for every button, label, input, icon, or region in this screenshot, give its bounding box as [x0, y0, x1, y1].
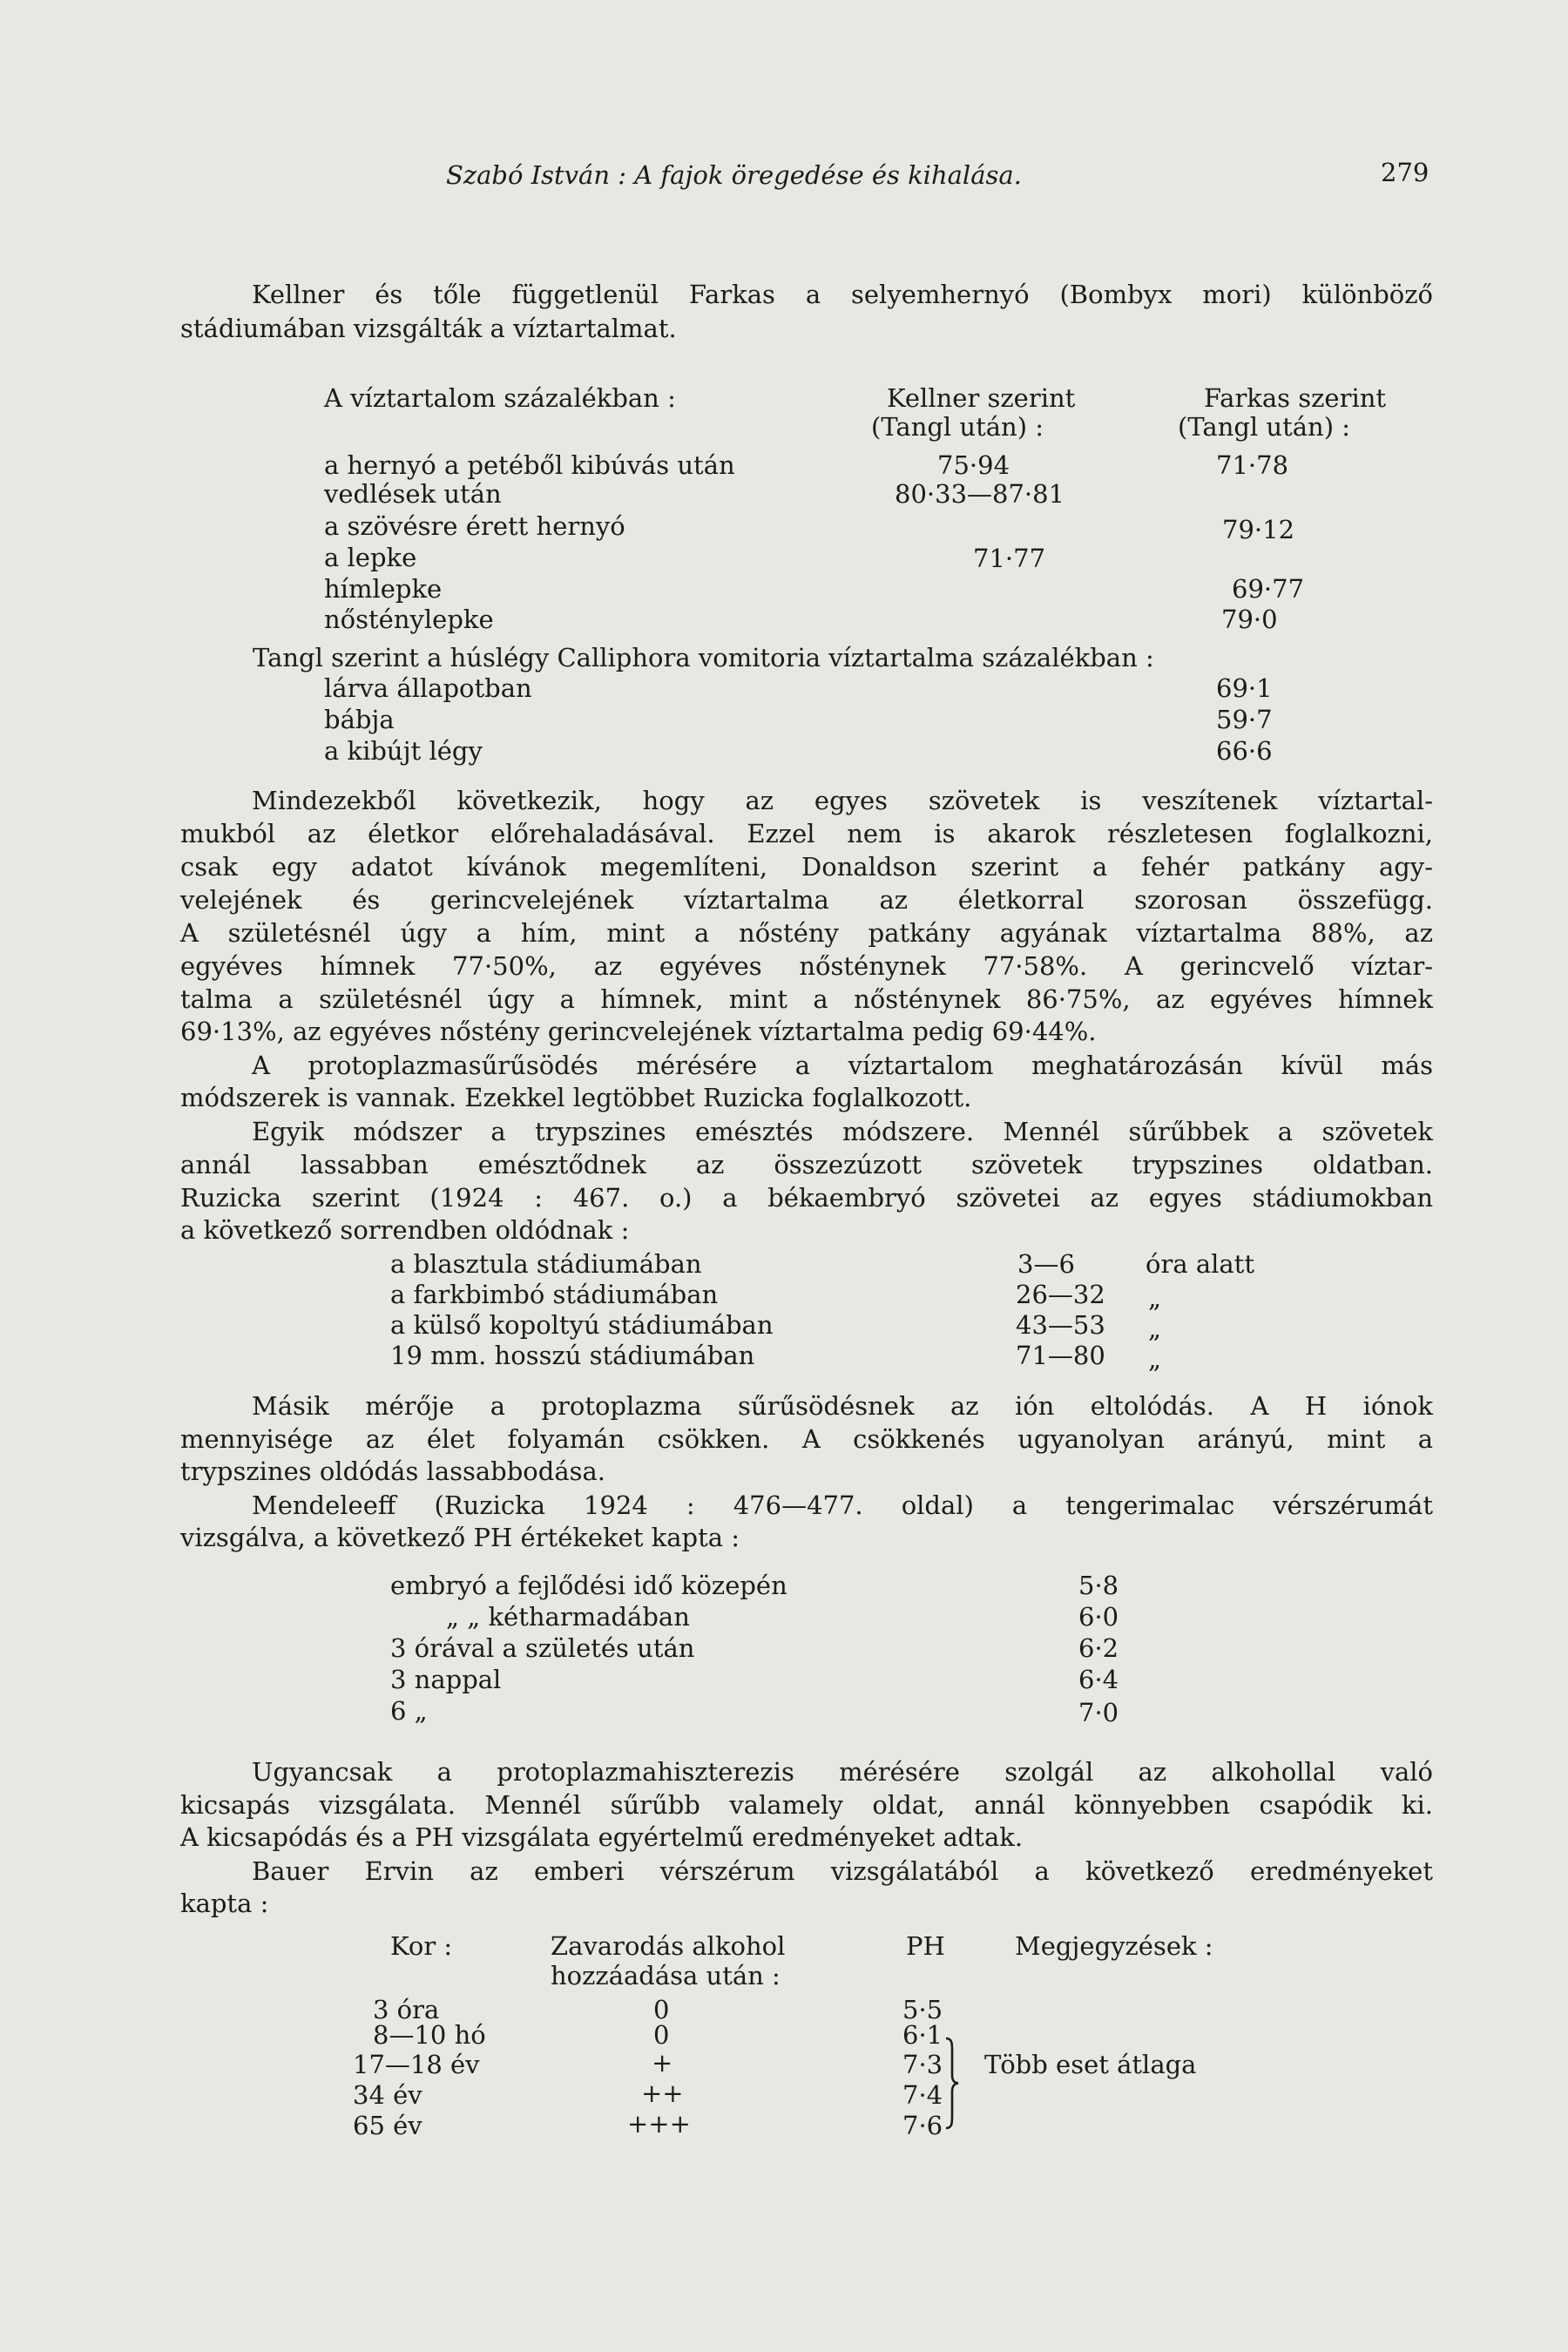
bauer-col-turbidity: Zavarodás alkohol [551, 1931, 786, 1961]
row-farkas: 79·0 [1221, 605, 1278, 634]
frog-row-range: 3—6 [1017, 1249, 1075, 1279]
text-line: egyéves hímnek 77·50%, az egyéves nősténynek 77·58%. A gerincvelő víztar- [180, 951, 1433, 981]
frog-row-unit: „ [1148, 1314, 1162, 1343]
text-line: A születésnél úgy a hím, mint a nőstény patkány agyának víztartalma 88%, az [180, 918, 1433, 948]
bauer-row-turbidity: 0 [653, 2020, 670, 2050]
text-line: mukból az életkor előrehaladásával. Ezzel nem is akarok részletesen foglalkozni, [180, 819, 1433, 848]
text-line: Ugyancsak a protoplazmahiszterezis mérésére szolgál az alkohollal való [252, 1757, 1433, 1787]
row-label: nősténylepke [324, 605, 494, 634]
bauer-row-age: 34 év [353, 2080, 422, 2110]
right-brace [943, 2037, 961, 2130]
frog-row-label: a külső kopoltyú stádiumában [390, 1310, 774, 1340]
water-table-col-label: A víztartalom százalékban : [324, 383, 676, 413]
bauer-row-age: 65 év [353, 2111, 422, 2140]
frog-row-range: 43—53 [1016, 1310, 1105, 1340]
running-title: Szabó István : A fajok öregedése és kihalása. [446, 160, 1022, 190]
bauer-row-ph: 6·1 [902, 2020, 943, 2050]
water-table-col-kellner: Kellner szerint [887, 383, 1076, 413]
text-line: annál lassabban emésztődnek az összezúzott szövetek trypszines oldatban. [180, 1150, 1433, 1179]
fly-intro: Tangl szerint a húslégy Calliphora vomitoria víztartalma százalékban : [253, 643, 1154, 672]
text-line: a következő sorrendben oldódnak : [180, 1215, 630, 1245]
ph-row-label: 6 „ [390, 1696, 428, 1726]
bauer-col-notes: Megjegyzések : [1015, 1931, 1213, 1961]
row-label: a szövésre érett hernyó [324, 511, 625, 541]
bauer-row-age: 17—18 év [353, 2050, 480, 2079]
ph-row-label: 3 órával a születés után [390, 1633, 695, 1663]
ph-row-value: 6·2 [1078, 1633, 1119, 1663]
fly-row-label: lárva állapotban [324, 673, 532, 703]
row-farkas: 69·77 [1232, 574, 1305, 604]
water-table-col-kellner-sub: (Tangl után) : [871, 412, 1044, 442]
fly-row-label: bábja [324, 705, 395, 734]
row-kellner: 75·94 [937, 450, 1010, 480]
ph-row-label: 3 nappal [390, 1665, 502, 1694]
text-line: csak egy adatot kívánok megemlíteni, Donaldson szerint a fehér patkány agy- [180, 852, 1433, 882]
bauer-row-turbidity: +++ [627, 2109, 691, 2139]
text-line: Mindezekből következik, hogy az egyes szövetek is veszítenek víztartal- [252, 786, 1433, 815]
bauer-row-age: 3 óra [373, 1995, 440, 2024]
ph-row-value: 7·0 [1078, 1698, 1119, 1727]
text-line: Mendeleeff (Ruzicka 1924 : 476—477. oldal) a tengerimalac vérszérumát [252, 1490, 1433, 1520]
ph-row-label: embryó a fejlődési idő közepén [390, 1571, 787, 1600]
text-line: trypszines oldódás lassabbodása. [180, 1456, 606, 1486]
frog-row-label: 19 mm. hosszú stádiumában [390, 1341, 755, 1370]
bauer-row-ph: 7·6 [902, 2111, 943, 2140]
row-label: hímlepke [324, 574, 443, 604]
text-line: Ruzicka szerint (1924 : 467. o.) a békaembryó szövetei az egyes stádiumokban [180, 1183, 1433, 1213]
text-line: Bauer Ervin az emberi vérszérum vizsgálatából a következő eredményeket [252, 1856, 1433, 1886]
text-line: kicsapás vizsgálata. Mennél sűrűbb valamely oldat, annál könnyebben csapódik ki. [180, 1790, 1433, 1820]
frog-row-label: a blasztula stádiumában [390, 1249, 702, 1279]
bauer-note: Több eset átlaga [984, 2050, 1197, 2079]
bauer-row-age: 8—10 hó [373, 2020, 486, 2050]
text-line: Másik mérője a protoplazma sűrűsödésnek az ión eltolódás. A H iónok [252, 1391, 1433, 1421]
text-line: módszerek is vannak. Ezekkel legtöbbet Ruzicka foglalkozott. [180, 1083, 972, 1112]
text-line: Egyik módszer a trypszines emésztés módszere. Mennél sűrűbbek a szövetek [252, 1117, 1433, 1146]
text-line: talma a születésnél úgy a hímnek, mint a nősténynek 86·75%, az egyéves hímnek [180, 984, 1433, 1014]
bauer-row-ph: 5·5 [902, 1995, 943, 2024]
row-kellner: 80·33—87·81 [895, 479, 1065, 509]
frog-row-range: 71—80 [1016, 1341, 1105, 1370]
bauer-col-age: Kor : [390, 1931, 453, 1961]
intro-line-2: stádiumában vizsgálták a víztartalmat. [180, 314, 677, 343]
water-table-col-farkas: Farkas szerint [1204, 383, 1387, 413]
bauer-row-ph: 7·3 [902, 2050, 943, 2079]
frog-row-range: 26—32 [1016, 1280, 1105, 1309]
water-table-col-farkas-sub: (Tangl után) : [1178, 412, 1351, 442]
row-farkas: 71·78 [1216, 450, 1289, 480]
text-line: kapta : [180, 1889, 269, 1918]
frog-row-unit: „ [1148, 1283, 1162, 1313]
text-line: vizsgálva, a következő PH értékeket kapta : [180, 1523, 740, 1552]
intro-line-1: Kellner és tőle függetlenül Farkas a selyemhernyó (Bombyx mori) különböző [252, 280, 1433, 309]
bauer-row-turbidity: + [652, 2048, 673, 2078]
text-line: A kicsapódás és a PH vizsgálata egyértelmű eredményeket adtak. [180, 1822, 1024, 1852]
row-label: a lepke [324, 543, 417, 572]
frog-row-unit: „ [1148, 1344, 1162, 1374]
frog-row-label: a farkbimbó stádiumában [390, 1280, 719, 1309]
text-line: velejének és gerincvelejének víztartalma az életkorral szorosan összefügg. [180, 885, 1433, 915]
fly-row-value: 69·1 [1216, 673, 1273, 703]
row-label: a hernyó a petéből kibúvás után [324, 450, 735, 480]
fly-row-value: 59·7 [1216, 705, 1273, 734]
text-line: A protoplazmasűrűsödés mérésére a víztartalom meghatározásán kívül más [252, 1051, 1433, 1080]
bauer-col-ph: PH [906, 1931, 945, 1961]
bauer-row-turbidity: ++ [641, 2078, 684, 2108]
text-line: 69·13%, az egyéves nőstény gerincvelejének víztartalma pedig 69·44%. [180, 1017, 1097, 1046]
row-farkas: 79·12 [1222, 515, 1295, 544]
bauer-row-turbidity: 0 [653, 1995, 670, 2024]
page-number: 279 [1381, 158, 1429, 187]
frog-row-unit: óra alatt [1146, 1249, 1254, 1279]
ph-row-value: 5·8 [1078, 1571, 1119, 1600]
bauer-col-turbidity-sub: hozzáadása után : [551, 1961, 781, 1990]
ph-row-value: 6·0 [1078, 1602, 1119, 1632]
text-line: mennyisége az élet folyamán csökken. A csökkenés ugyanolyan arányú, mint a [180, 1424, 1433, 1454]
row-kellner: 71·77 [973, 544, 1046, 573]
fly-row-value: 66·6 [1216, 736, 1273, 766]
ph-row-value: 6·4 [1078, 1665, 1119, 1694]
bauer-row-ph: 7·4 [902, 2080, 943, 2110]
row-label: vedlések után [324, 479, 502, 509]
ph-row-label: „ „ kétharmadában [446, 1602, 690, 1632]
fly-row-label: a kibújt légy [324, 736, 483, 766]
